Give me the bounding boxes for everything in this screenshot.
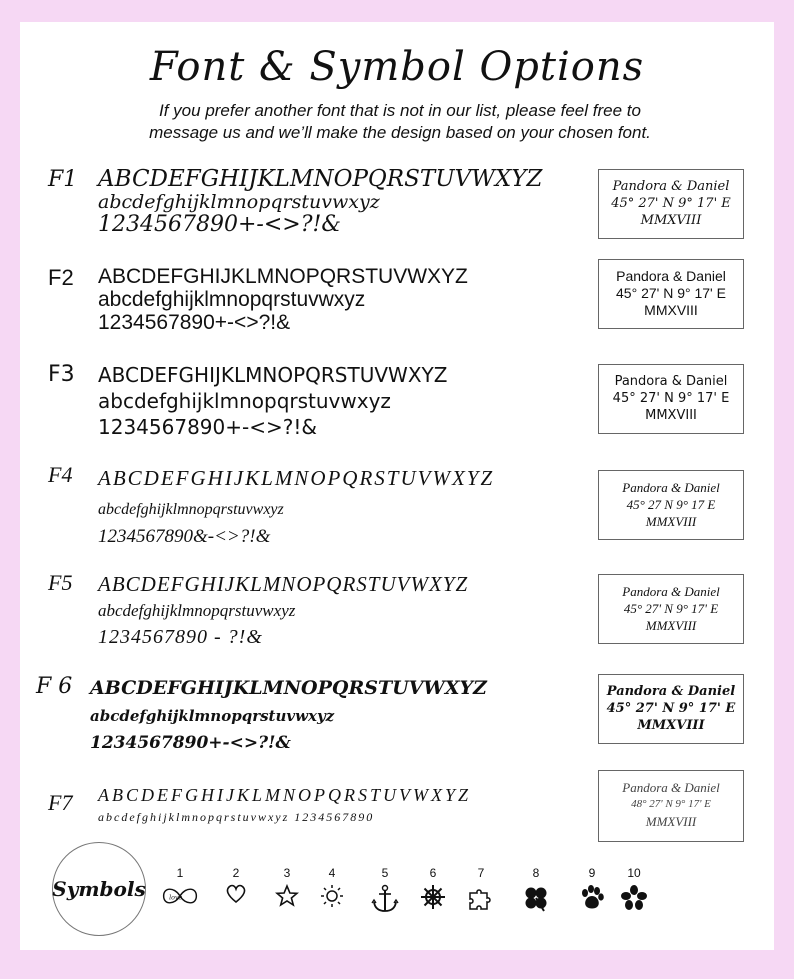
clover-icon	[516, 884, 556, 912]
symbol-number: 7	[477, 866, 485, 880]
sample-year: MMXVIII	[645, 408, 697, 423]
uppercase-line: ABCDEFGHIJKLMNOPQRSTUVWXYZ	[98, 572, 469, 596]
sample-coordinates: 45° 27' N 9° 17' E	[623, 601, 719, 616]
symbol-number: 1	[176, 866, 184, 880]
symbol-7	[461, 866, 501, 912]
sample-coordinates: 48° 27' N 9° 17' E	[631, 798, 711, 810]
font-specimen	[98, 782, 578, 826]
subtitle	[80, 100, 720, 144]
font-code: F3	[48, 362, 75, 387]
lowercase-line: abcdefghijklmnopqrstuvwxyz	[90, 706, 335, 725]
uppercase-line: ABCDEFGHIJKLMNOPQRSTUVWXYZ	[98, 785, 471, 805]
symbol-number: 5	[381, 866, 389, 880]
symbol-1	[160, 866, 200, 908]
sample-names: Pandora & Daniel	[622, 480, 720, 495]
anchor-icon	[365, 884, 405, 914]
symbol-number: 4	[328, 866, 336, 880]
lowercase-line: abcdefghijklmnopqrstuvwxyz	[98, 500, 284, 518]
sample-box	[598, 770, 744, 842]
page-title: Font & Symbol Options	[149, 44, 645, 90]
font-specimen	[98, 362, 578, 440]
svg-text:love: love	[169, 894, 183, 902]
sample-names: Pandora & Daniel	[616, 268, 726, 284]
font-code: F2	[48, 265, 74, 290]
symbol-number: 10	[627, 866, 641, 880]
lowercase-line: abcdefghijklmnopqrstuvwxyz 1234567890	[98, 810, 375, 824]
uppercase-line: ABCDEFGHIJKLMNOPQRSTUVWXYZ	[98, 166, 543, 192]
sample-year: MMXVIII	[640, 213, 702, 228]
lowercase-line: abcdefghijklmnopqrstuvwxyz	[98, 191, 380, 214]
sample-names: Pandora & Daniel	[606, 684, 736, 699]
puzzle-icon	[461, 884, 501, 912]
font-specimen	[98, 265, 578, 334]
symbol-number: 3	[283, 866, 291, 880]
digits-line: 1234567890&-<>?!&	[98, 525, 271, 547]
paw-icon	[572, 884, 612, 912]
heart-icon	[216, 884, 256, 904]
font-code: F5	[48, 570, 73, 595]
sample-coordinates: 45° 27' N 9° 17' E	[616, 285, 726, 301]
symbol-6	[413, 866, 453, 910]
symbol-10	[614, 866, 654, 912]
symbol-number: 2	[232, 866, 240, 880]
sample-box	[598, 470, 744, 540]
digits-line: 1234567890+-<>?!&	[98, 415, 317, 439]
font-options-card	[20, 22, 774, 950]
digits-line: 1234567890+-<>?!&	[98, 212, 341, 238]
digits-line: 1234567890 - ?!&	[98, 626, 263, 649]
font-specimen	[98, 462, 578, 551]
lowercase-line: abcdefghijklmnopqrstuvwxyz	[98, 288, 366, 312]
symbol-2	[216, 866, 256, 904]
sample-names: Pandora & Daniel	[622, 584, 720, 599]
uppercase-line: ABCDEFGHIJKLMNOPQRSTUVWXYZ	[98, 265, 468, 288]
symbol-9	[572, 866, 612, 912]
sample-box	[598, 364, 744, 434]
symbol-number: 9	[588, 866, 596, 880]
symbol-number: 6	[429, 866, 437, 880]
font-specimen	[90, 674, 570, 757]
star-icon	[267, 884, 307, 908]
font-code: F 6	[36, 674, 73, 699]
sample-names: Pandora & Daniel	[622, 780, 720, 795]
digits-line: 1234567890+-<>?!&	[98, 311, 291, 335]
font-specimen	[98, 570, 578, 651]
font-code: F4	[48, 462, 73, 487]
sample-names: Pandora & Daniel	[612, 179, 730, 194]
uppercase-line: ABCDEFGHIJKLMNOPQRSTUVWXYZ	[98, 363, 448, 387]
subtitle-line-1: If you prefer another font that is not in our list, please feel free to	[159, 101, 641, 120]
uppercase-line: ABCDEFGHIJKLMNOPQRSTUVWXYZ	[90, 677, 487, 699]
sample-year: MMXVIII	[644, 302, 698, 318]
sample-coordinates: 45° 27' N 9° 17' E	[612, 391, 730, 406]
digits-line: 1234567890+-<>?!&	[90, 732, 291, 753]
sample-names: Pandora & Daniel	[614, 374, 728, 389]
sample-year: MMXVIII	[645, 514, 697, 529]
sample-year: MMXVIII	[645, 814, 697, 829]
sample-box	[598, 169, 744, 239]
symbol-4	[312, 866, 352, 908]
sun-icon	[312, 884, 352, 908]
font-specimen	[98, 167, 578, 237]
sample-year: MMXVIII	[645, 618, 697, 633]
sample-coordinates: 45° 27 N 9° 17 E	[626, 497, 716, 512]
symbols-badge: Symbols	[52, 842, 146, 936]
sample-year: MMXVIII	[637, 718, 705, 733]
sample-coordinates: 45° 27' N 9° 17' E	[611, 196, 731, 211]
symbol-8	[516, 866, 556, 912]
ship-wheel-icon	[413, 884, 453, 910]
sample-box	[598, 574, 744, 644]
uppercase-line: ABCDEFGHIJKLMNOPQRSTUVWXYZ	[98, 466, 495, 490]
lowercase-line: abcdefghijklmnopqrstuvwxyz	[98, 601, 296, 621]
flower-icon	[614, 884, 654, 912]
symbol-3	[267, 866, 307, 908]
symbol-5	[365, 866, 405, 914]
symbol-number: 8	[532, 866, 540, 880]
font-code: F1	[48, 167, 78, 192]
sample-box	[598, 674, 744, 744]
lowercase-line: abcdefghijklmnopqrstuvwxyz	[98, 389, 391, 413]
font-code: F7	[48, 790, 73, 815]
sample-box	[598, 259, 744, 329]
infinity-love-icon	[160, 884, 200, 908]
sample-coordinates: 45° 27' N 9° 17' E	[606, 701, 736, 716]
subtitle-line-2: message us and we’ll make the design based on your chosen font.	[149, 123, 651, 142]
